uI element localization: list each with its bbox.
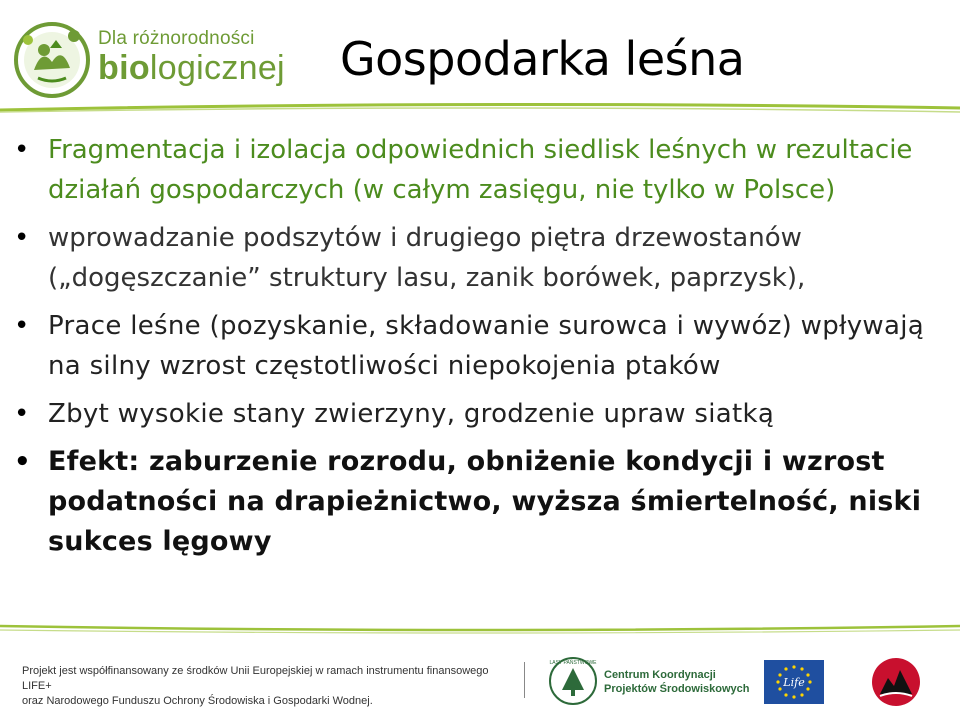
footer-divider xyxy=(0,622,960,634)
funding-line-1: Projekt jest współfinansowany ze środków Unii Europejskiej w ramach instrumentu finansowego LIFE+ xyxy=(22,665,489,692)
nfosigw-logo-icon xyxy=(870,656,922,708)
logo-rest: logicznej xyxy=(149,49,285,87)
page-title: Gospodarka leśna xyxy=(340,32,745,86)
bullet-effect: • Efekt: zaburzenie rozrodu, obniżenie kondycji i wzrost podatności na drapieżnictwo, wyższa śmiertelność, niski sukces lęgowy xyxy=(14,442,954,562)
bullet-forest-work: • Prace leśne (pozyskanie, składowanie surowca i wywóz) wpływają na silny wzrost częstotliwości niepokojenia ptaków xyxy=(14,306,954,386)
bullet-game-density: • Zbyt wysokie stany zwierzyny, grodzenie upraw siatką xyxy=(14,394,954,434)
logo-bio: bio xyxy=(98,49,150,87)
logo-line-1: Dla różnorodności xyxy=(98,28,255,49)
logo-line-2 xyxy=(98,48,285,88)
ck-line-2: Projektów Środowiskowych xyxy=(604,683,750,695)
bullet-fragmentation: • Fragmentacja i izolacja odpowiednich siedlisk leśnych w rezultacie działań gospodarczych (w całym zasięgu, nie tylko w Polsce) xyxy=(14,130,954,210)
eu-life-logo-icon xyxy=(764,660,824,704)
lp-label: LASY PAŃSTWOWE xyxy=(549,660,597,666)
eu-life-label: Life xyxy=(783,676,805,689)
funding-line-2: oraz Narodowego Funduszu Ochrony Środowiska i Gospodarki Wodnej. xyxy=(22,695,373,707)
bullet-list xyxy=(14,130,954,570)
bullet-undergrowth: • wprowadzanie podszytów i drugiego piętra drzewostanów („dogęszczanie” struktury lasu, zanik borówek, paprzysk), xyxy=(14,218,954,298)
project-logo xyxy=(12,18,285,100)
header-divider xyxy=(0,100,960,114)
funding-notice xyxy=(22,664,512,709)
ck-line-1: Centrum Koordynacji xyxy=(604,669,716,681)
footer-separator xyxy=(524,662,525,698)
biodiversity-emblem-icon xyxy=(12,18,94,100)
ck-label xyxy=(604,668,749,696)
lasy-panstwowe-logo-icon xyxy=(548,656,598,706)
